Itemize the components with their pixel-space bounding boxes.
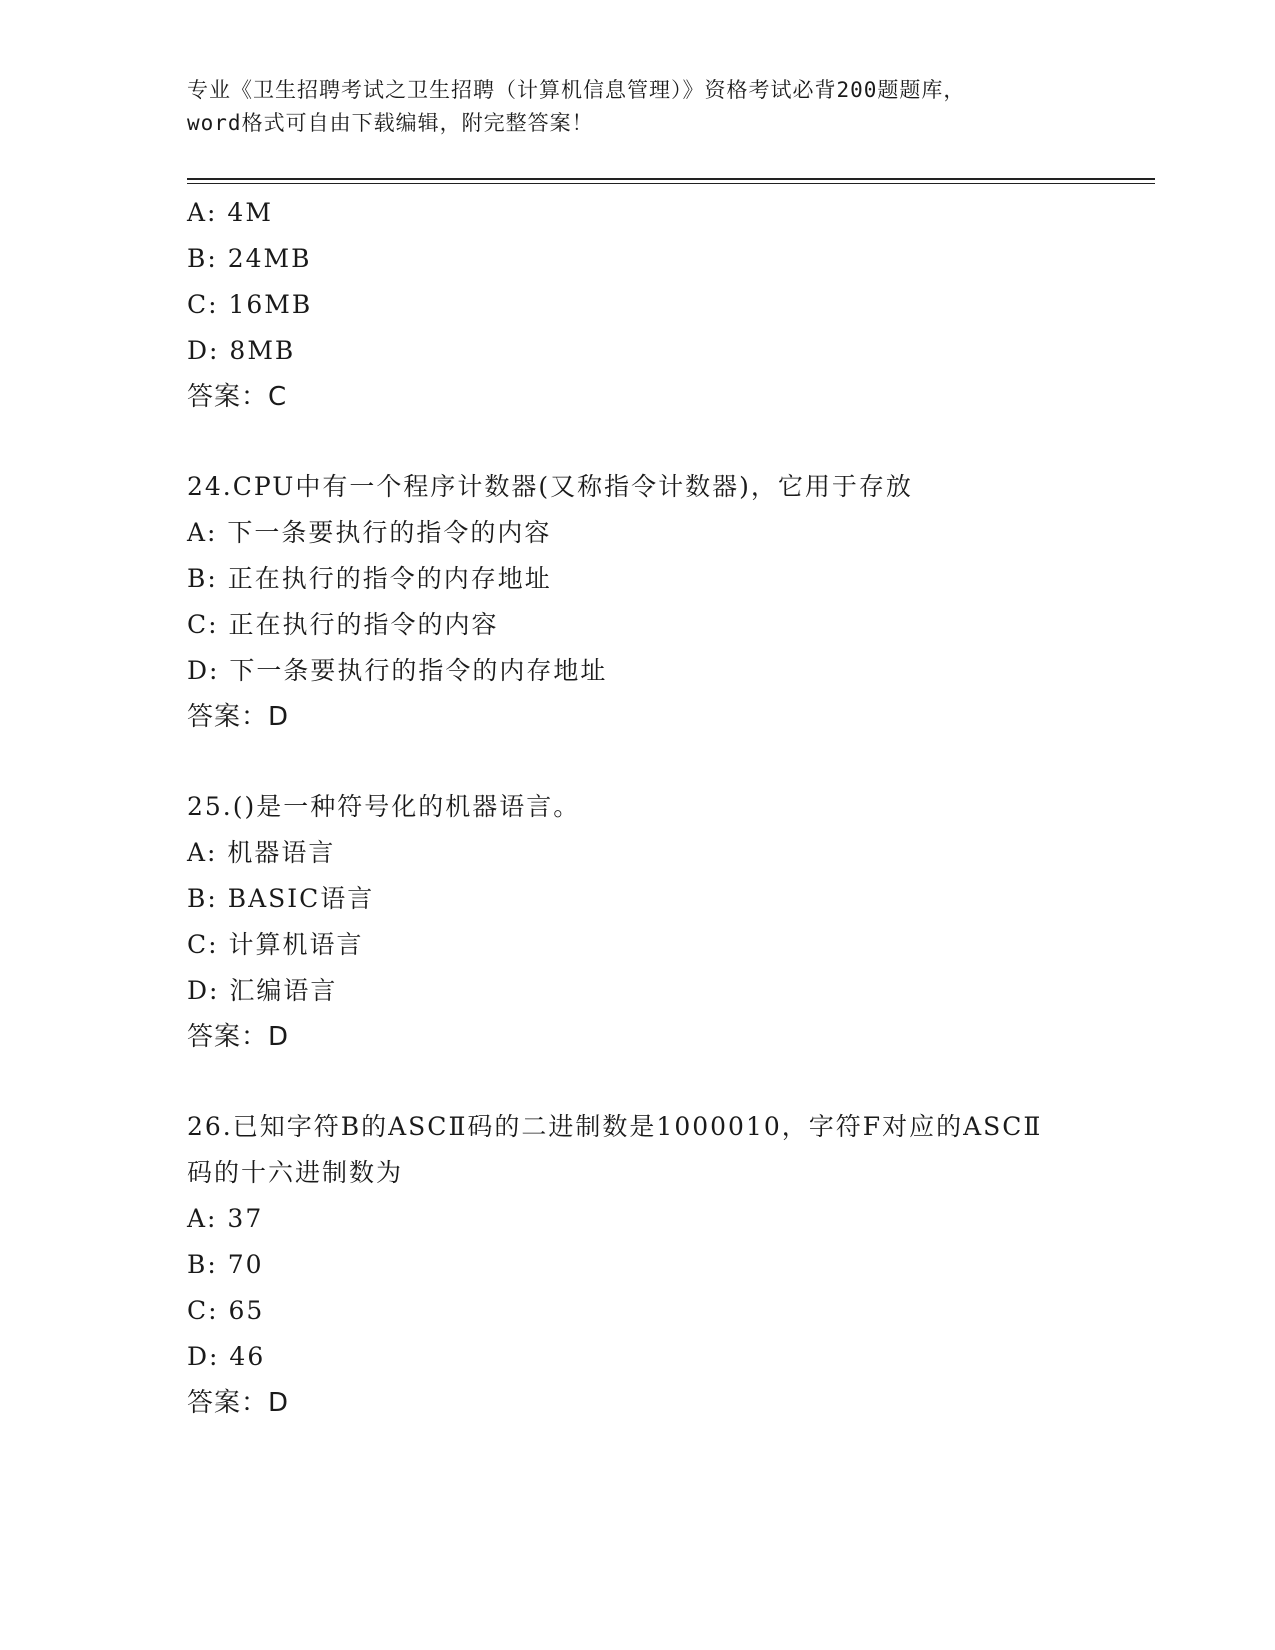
option-c: C: 正在执行的指令的内容 — [187, 610, 499, 639]
option-d: D: 8MB — [187, 336, 296, 365]
question-stem-line-2: 码的十六进制数为 — [187, 1158, 404, 1187]
option-a: A: 下一条要执行的指令的内容 — [187, 518, 552, 547]
question-spacer — [187, 740, 1147, 784]
question-24 — [187, 464, 1147, 740]
option-b: B: 24MB — [187, 244, 312, 273]
option-b: B: 正在执行的指令的内存地址 — [187, 564, 552, 593]
option-c: C: 65 — [187, 1296, 265, 1325]
header-rule-thick — [187, 178, 1155, 180]
option-b: B: 70 — [187, 1250, 264, 1279]
header-title-line-2: word格式可自由下载编辑，附完整答案！ — [187, 111, 594, 135]
answer-line: 答案：C — [187, 382, 288, 412]
question-25 — [187, 784, 1147, 1060]
option-b: B: BASIC语言 — [187, 884, 375, 913]
question-stem-line-1: 26.已知字符B的ASCⅡ码的二进制数是1000010，字符F对应的ASCⅡ — [187, 1112, 1043, 1141]
document-header — [187, 74, 1087, 140]
option-a: A: 37 — [187, 1204, 264, 1233]
answer-line: 答案：D — [187, 702, 290, 732]
answer-line: 答案：D — [187, 1022, 290, 1052]
question-spacer — [187, 1060, 1147, 1104]
question-spacer — [187, 420, 1147, 464]
header-title-line-1: 专业《卫生招聘考试之卫生招聘（计算机信息管理）》资格考试必背200题题库， — [187, 78, 966, 102]
option-d: D: 下一条要执行的指令的内存地址 — [187, 656, 608, 685]
question-26 — [187, 1104, 1147, 1426]
header-rule-thin — [187, 183, 1155, 184]
option-a: A: 4M — [187, 198, 273, 227]
option-c: C: 16MB — [187, 290, 313, 319]
question-stem: 24.CPU中有一个程序计数器(又称指令计数器)，它用于存放 — [187, 472, 913, 501]
option-d: D: 46 — [187, 1342, 266, 1371]
option-c: C: 计算机语言 — [187, 930, 364, 959]
answer-line: 答案：D — [187, 1388, 290, 1418]
option-d: D: 汇编语言 — [187, 976, 338, 1005]
question-stem: 25.()是一种符号化的机器语言。 — [187, 792, 581, 821]
question-list — [187, 190, 1147, 1426]
option-a: A: 机器语言 — [187, 838, 336, 867]
question-23 — [187, 190, 1147, 420]
